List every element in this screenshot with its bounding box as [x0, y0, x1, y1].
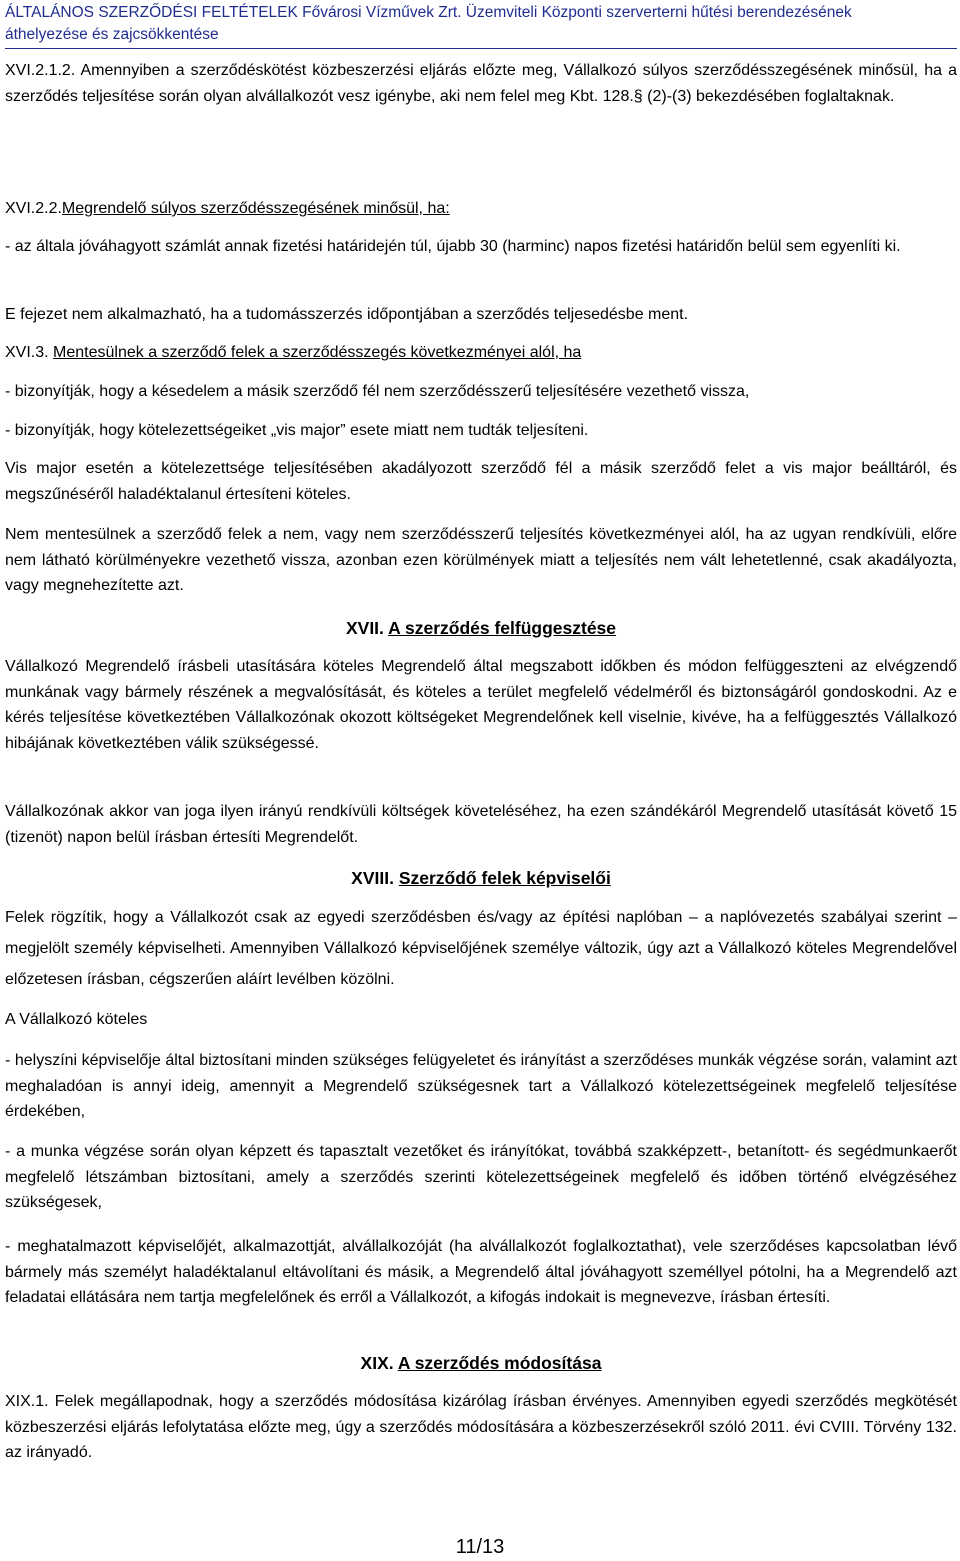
section-heading-xviii: [5, 866, 957, 890]
section-number: XVI.3.: [5, 344, 49, 361]
heading-number: XIX.: [360, 1353, 394, 1373]
list-item: - meghatalmazott képviselőjét, alkalmazottját, alvállalkozóját (ha alvállalkozót foglalkoztathat), vele szerződéses kapcsolatban lévő bármely más személyt haladéktalanul eltávolítani és másik, a Megrendelő által jóváhagyott személlyel pótolni, ha a Megrendelő azt feladatai ellátására nem tartja megfelelőnek és erről a Vállalkozót, a kifogás indokait is megnevezve, írásban értesíti.: [5, 1238, 957, 1306]
list-item: - bizonyítják, hogy kötelezettségeiket „vis major” esete miatt nem tudták teljesíteni.: [5, 422, 589, 439]
paragraph: Nem mentesülnek a szerződő felek a nem, vagy nem szerződésszerű teljesítés következményei alól, ha az ugyan rendkívüli, előre nem látható körülményekre vezethető vissza, azonban ezen körülmények miatt a teljesítés nem vált lehetetlenné, csak akadályozta, vagy megnehezítette azt.: [5, 526, 957, 594]
page-number: 11/13: [455, 1536, 505, 1558]
section-heading-xix: [5, 1351, 957, 1375]
paragraph-xvi-3-lead: [5, 340, 957, 366]
list-item: - a munka végzése során olyan képzett és tapasztalt vezetőket és irányítókat, továbbá szakképzett-, betanított- és segédmunkaerőt megfelelő létszámban biztosítani, amely a szerződés szerinti kötelezettségeinek megfelelő és időben történő elvégzéséhez szükségesek,: [5, 1143, 957, 1211]
paragraph-xvi-2-2-lead: [5, 196, 957, 222]
paragraph-xvi-2-1-2: XVI.2.1.2. Amennyiben a szerződéskötést közbeszerzési eljárás előzte meg, Vállalkozó súlyos szerződésszegésének minősül, ha a szerződés teljesítése során olyan alvállalkozót vesz igénybe, aki nem felel meg Kbt. 128.§ (2)-(3) bekezdésében foglaltaknak.: [5, 62, 957, 105]
paragraph: Vállalkozó Megrendelő írásbeli utasítására köteles Megrendelő által megszabott időkben és módon felfüggeszteni az elvégzendő munkának vagy bármely részének a megvalósítását, és köteles a terület megfelelő védelméről és biztonságáról gondoskodni. Az e kérés teljesítése következtében Vállalkozónak okozott költségeket Megrendelőnek kell viselnie, kivéve, ha a felfüggesztés Vállalkozó hibájának következtében válik szükségessé.: [5, 658, 957, 752]
header-line-1: ÁLTALÁNOS SZERZŐDÉSI FELTÉTELEK Fővárosi Vízművek Zrt. Üzemviteli Központi szerverterni hűtési berendezésének: [5, 4, 852, 21]
paragraph-text: Amennyiben a szerződéskötést közbeszerzési eljárás előzte meg, Vállalkozó súlyos szerződésszegésének minősül, ha a szerződés teljesítése során olyan alvállalkozót vesz igénybe, aki nem felel meg Kbt. 128.: [5, 62, 957, 105]
header-line-2: áthelyezése és zajcsökkentése: [5, 26, 219, 43]
paragraph-lead: A Vállalkozó köteles: [5, 1011, 148, 1028]
heading-title: A szerződés módosítása: [397, 1353, 602, 1373]
section-heading-xvii: [5, 616, 957, 640]
section-lead: Megrendelő súlyos szerződésszegésének minősül, ha:: [61, 200, 450, 217]
heading-number: XVII.: [345, 618, 384, 638]
paragraph: XIX.1. Felek megállapodnak, hogy a szerződés módosítása kizárólag írásban érvényes. Amennyiben egyedi szerződés megkötését közbeszerzési eljárás lefolytatása előzte meg, úgy a szerződés módosítására a közbeszerzésekről szóló 2011. évi CVIII. Törvény 132. az irányadó.: [5, 1393, 957, 1461]
section-number: XVI.2.2.: [5, 200, 62, 217]
heading-title: A szerződés felfüggesztése: [388, 618, 617, 638]
paragraph: Felek rögzítik, hogy a Vállalkozót csak az egyedi szerződésben és/vagy az építési naplóban – a naplóvezetés szabályai szerint – megjelölt személy képviselheti. Amennyiben Vállalkozó képviselőjének személye változik, úgy azt a Vállalkozó köteles Megrendelővel előzetesen írásban, cégszerűen aláírt levélben közölni.: [5, 909, 957, 988]
paragraph: Vállalkozónak akkor van joga ilyen irányú rendkívüli költségek követeléséhez, ha ezen szándékáról Megrendelő utasítását követő 15 (tizenöt) napon belül írásban értesíti Megrendelőt.: [5, 803, 957, 846]
list-item: - bizonyítják, hogy a késedelem a másik szerződő fél nem szerződésszerű teljesítésére vezethető vissza,: [5, 383, 750, 400]
header-rule: [5, 48, 957, 49]
paragraph-text-tail: (2)-(3) bekezdésében foglaltaknak.: [642, 87, 895, 105]
paragraph: Vis major esetén a kötelezettsége teljesítésében akadályozott szerződő fél a másik szerződő felet a vis major beálltáról, és megszűnéséről haladéktalanul értesíteni köteles.: [5, 460, 957, 503]
section-number: XVI.2.1.2.: [5, 62, 76, 79]
paragraph-note: E fejezet nem alkalmazható, ha a tudomásszerzés időpontjában a szerződés teljesedésbe ment.: [5, 306, 689, 323]
running-header: [5, 2, 957, 46]
list-item: - helyszíni képviselője által biztosítani minden szükséges felügyeletet és irányítást a szerződéses munkák végzése során, valamint azt meghaladóan is annyi ideig, amennyit a Megrendelő szükségesnek tart a Vállalkozó kötelezettségeinek megfelelő teljesítése érdekében,: [5, 1052, 957, 1120]
heading-number: XVIII.: [351, 868, 394, 888]
heading-title: Szerződő felek képviselői: [398, 868, 611, 888]
list-item: - az általa jóváhagyott számlát annak fizetési határidején túl, újabb 30 (harminc) napos fizetési határidőn belül sem egyenlíti ki.: [5, 238, 901, 255]
section-lead: Mentesülnek a szerződő felek a szerződésszegés következményei alól, ha: [53, 344, 582, 361]
